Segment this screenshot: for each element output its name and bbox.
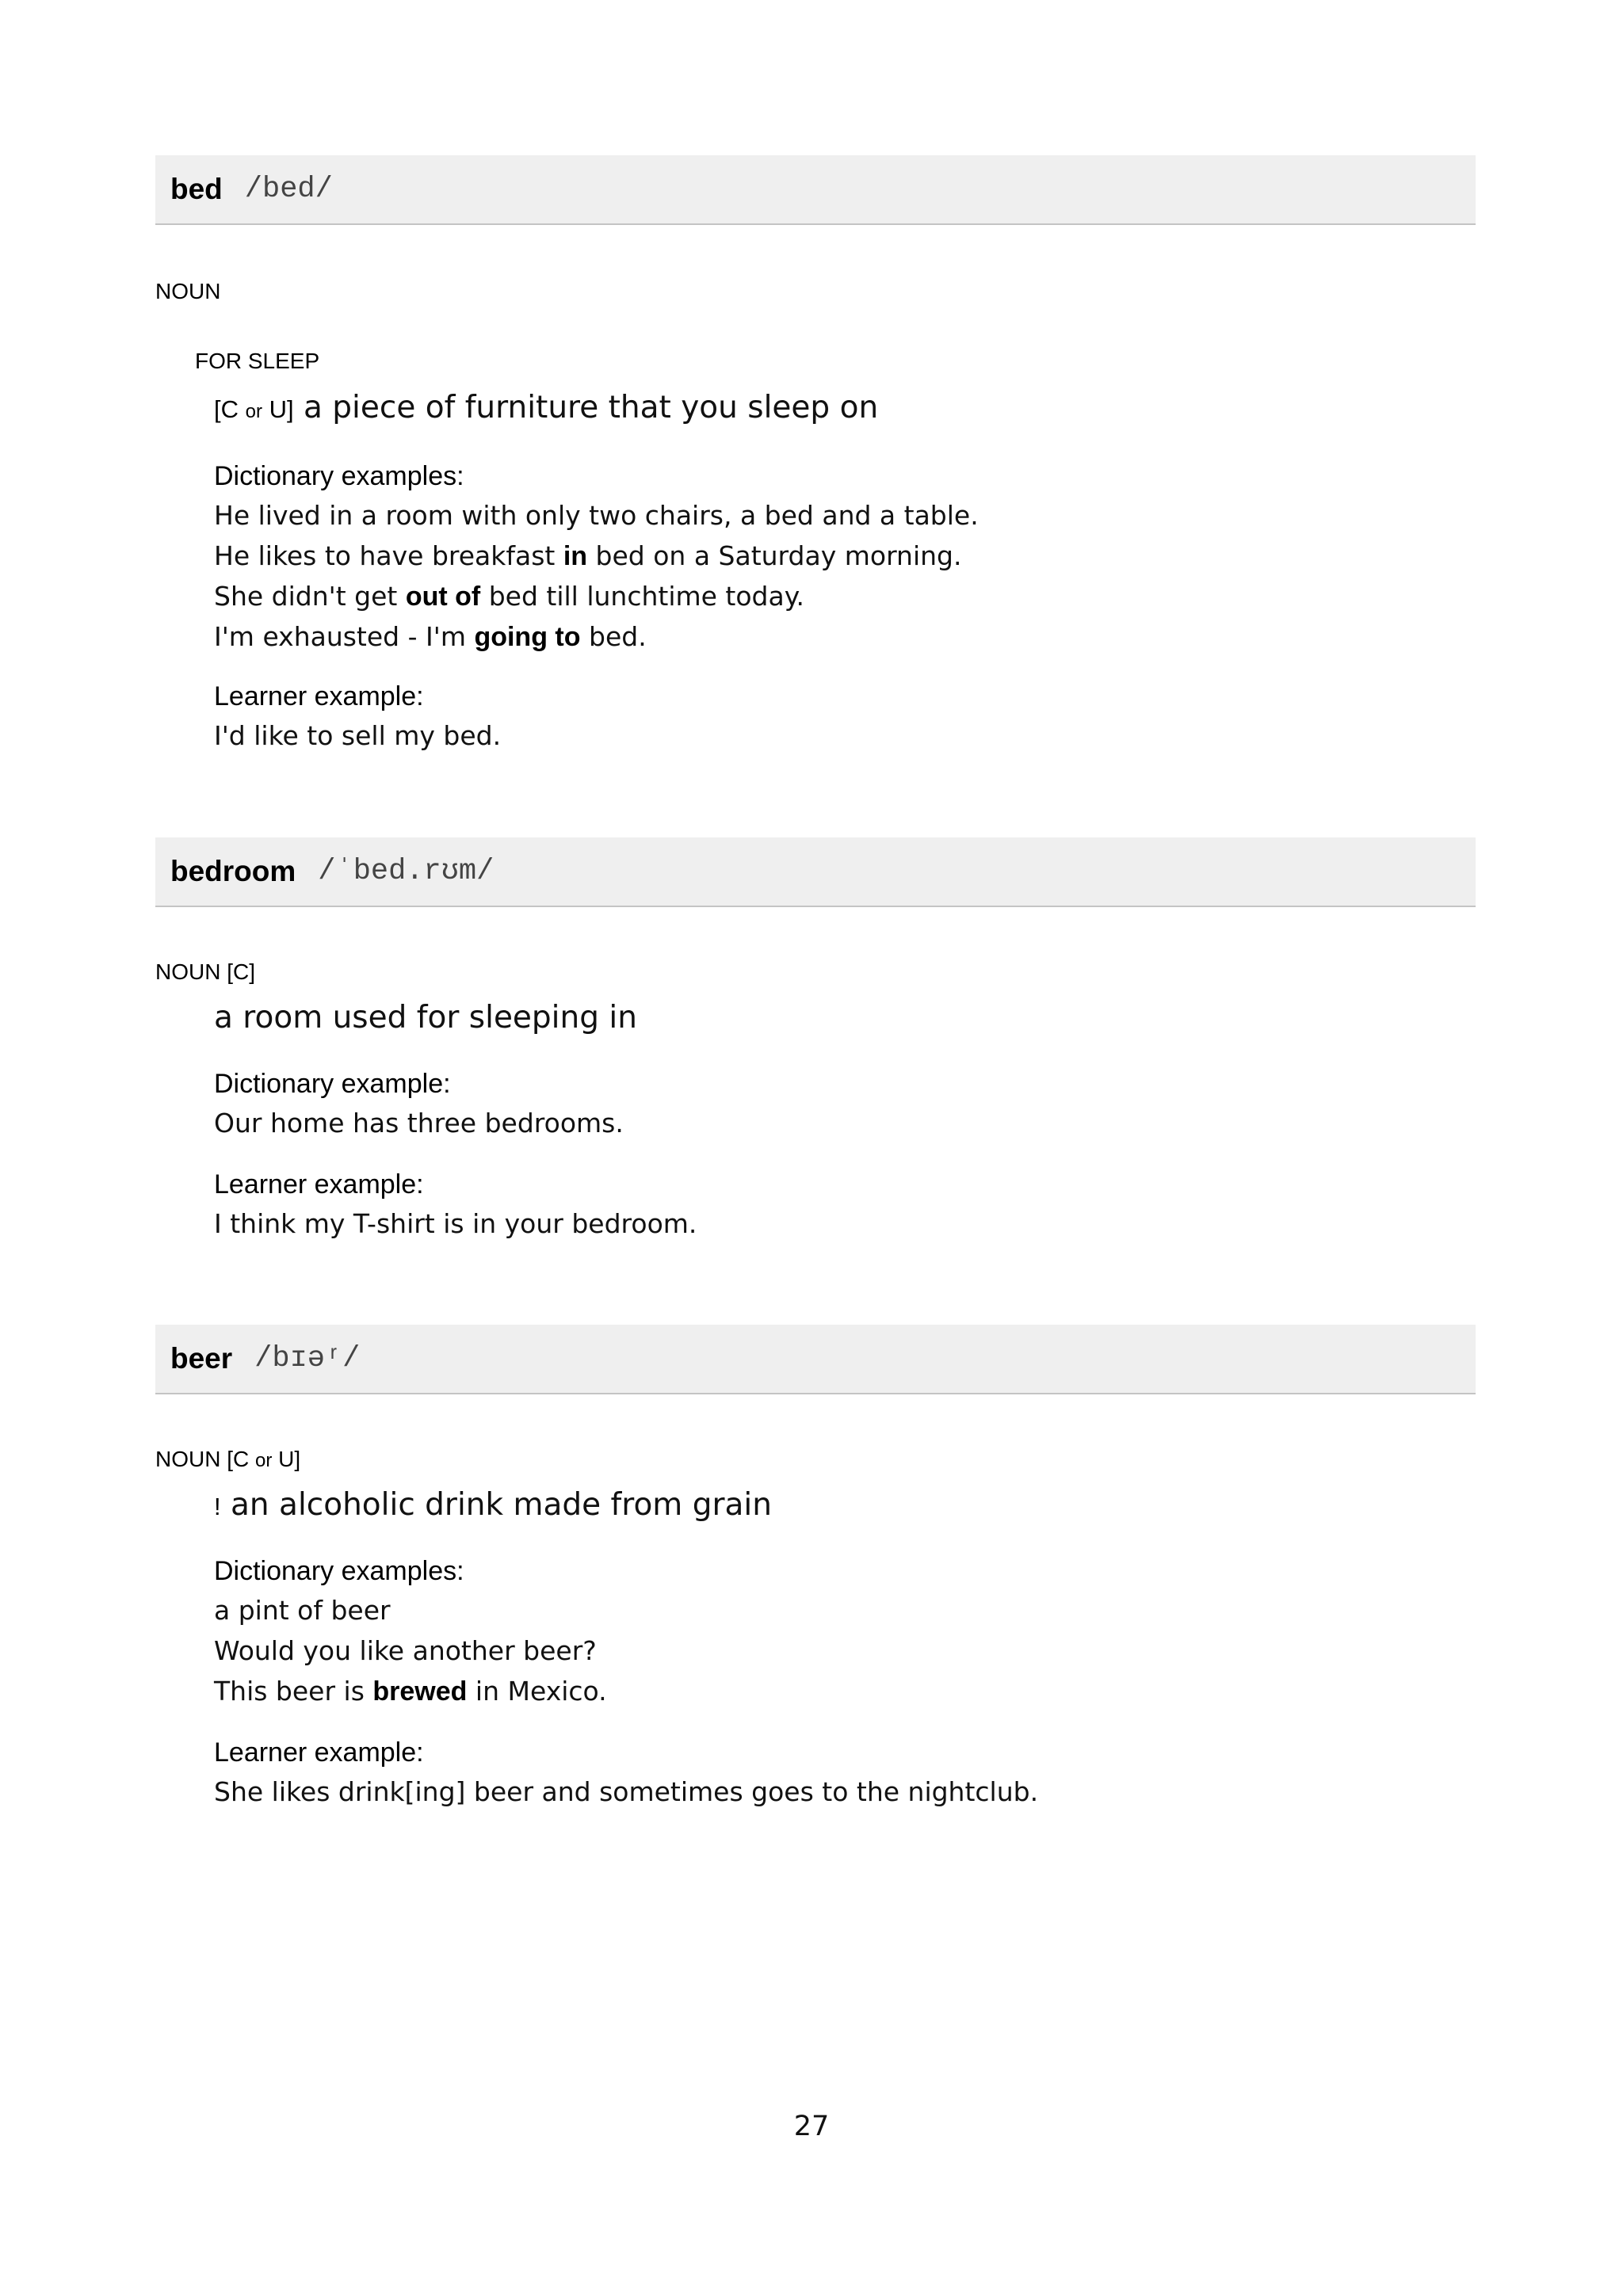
learner-example: She likes drink[ing] beer and sometimes goes to the nightclub.: [214, 1776, 1039, 1807]
example-line: I'm exhausted - I'm going to bed.: [214, 621, 647, 652]
page-number: 27: [793, 2111, 830, 2142]
pronunciation: /bed/: [244, 173, 333, 206]
example-line: This beer is brewed in Mexico.: [214, 1676, 607, 1707]
definition: a room used for sleeping in: [214, 1000, 637, 1035]
learner-example-label: Learner example:: [214, 681, 424, 711]
learner-example-label: Learner example:: [214, 1737, 424, 1768]
grammar-code: [C or U]: [214, 395, 294, 423]
headword-bar: [155, 155, 1476, 225]
example-line: a pint of beer: [214, 1595, 391, 1626]
definition: [214, 390, 878, 425]
grammar-code: [C]: [227, 959, 256, 984]
dictionary-examples-label: Dictionary example:: [214, 1069, 451, 1099]
entry-bed: [155, 155, 1476, 751]
example-line: Our home has three bedrooms.: [214, 1108, 624, 1138]
entry-bedroom: [155, 837, 1476, 1239]
part-of-speech: NOUN: [155, 279, 221, 303]
learner-example-label: Learner example:: [214, 1169, 424, 1199]
warning-marker: !: [214, 1493, 221, 1520]
grammar-code: [C or U]: [227, 1447, 301, 1471]
definition: [214, 1487, 772, 1523]
guide-word: FOR SLEEP: [195, 349, 320, 373]
learner-example: I'd like to sell my bed.: [214, 720, 502, 751]
definition-text: an alcoholic drink made from grain: [231, 1487, 772, 1523]
headword: bed: [170, 173, 223, 205]
dictionary-examples-label: Dictionary examples:: [214, 1556, 464, 1586]
example-line: Would you like another beer?: [214, 1635, 597, 1666]
example-line: He lived in a room with only two chairs, a bed and a table.: [214, 500, 979, 531]
headword-bar: [155, 1325, 1476, 1394]
headword: beer: [170, 1342, 233, 1375]
pronunciation: /bɪəʳ/: [254, 1342, 361, 1375]
dictionary-examples-label: Dictionary examples:: [214, 461, 464, 491]
example-line: He likes to have breakfast in bed on a Saturday morning.: [214, 540, 962, 571]
example-line: She didn't get out of bed till lunchtime today.: [214, 581, 805, 612]
pronunciation: /ˈbed.rʊm/: [318, 855, 495, 888]
learner-example: I think my T-shirt is in your bedroom.: [214, 1208, 697, 1239]
headword: bedroom: [170, 855, 296, 887]
headword-bar: [155, 837, 1476, 907]
entry-beer: [155, 1325, 1476, 1807]
part-of-speech: NOUN [C]: [155, 959, 256, 984]
definition-text: a piece of furniture that you sleep on: [304, 390, 879, 425]
part-of-speech: NOUN [C or U]: [155, 1447, 301, 1471]
